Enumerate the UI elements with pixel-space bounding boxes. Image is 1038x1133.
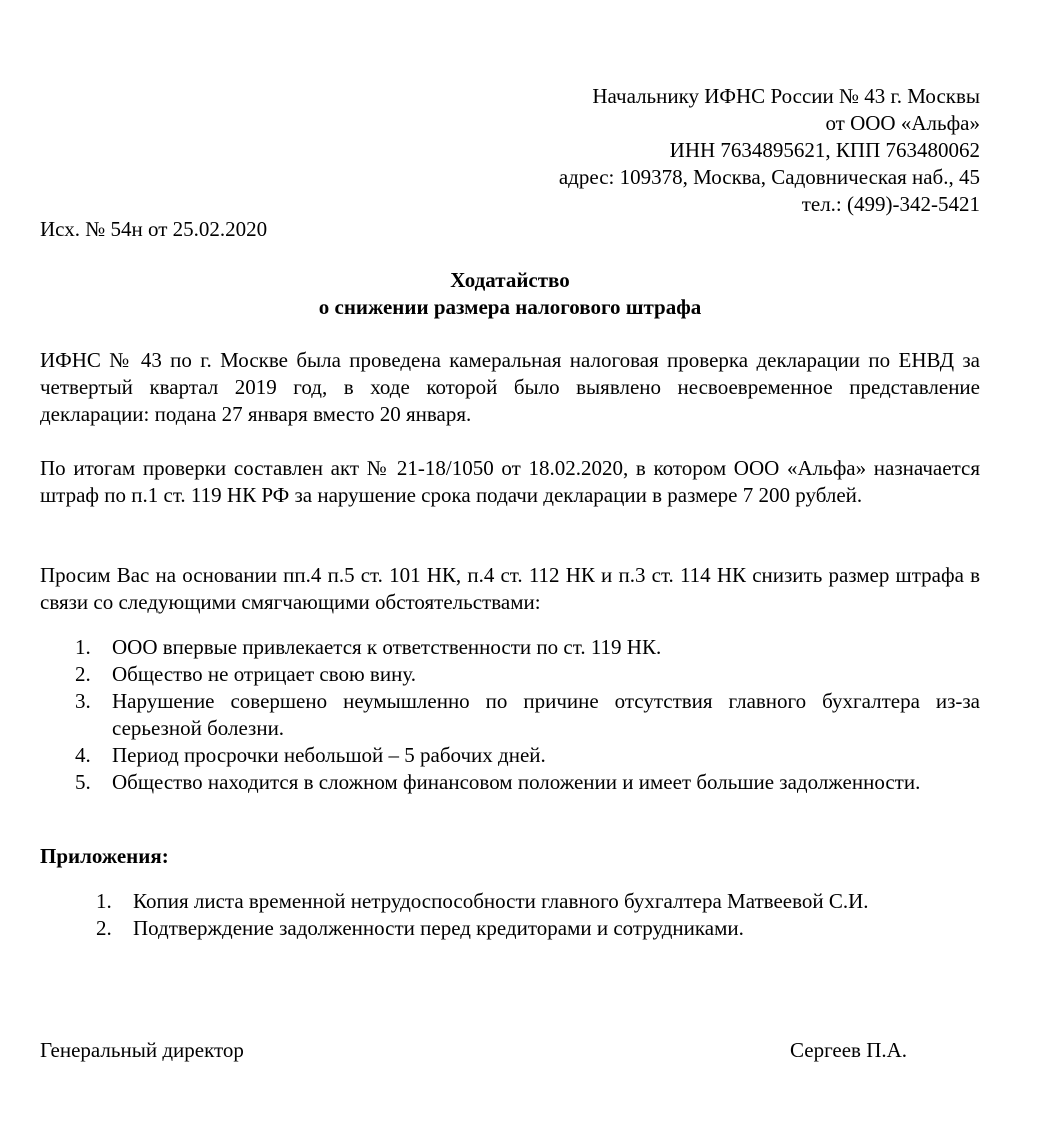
list-item-text: Общество находится в сложном финансовом положении и имеет большие задолженности.	[112, 770, 921, 794]
list-number: 2.	[75, 662, 91, 686]
list-item	[75, 742, 980, 769]
list-number: 2.	[96, 916, 112, 940]
list-number: 3.	[75, 689, 91, 713]
outgoing-reference: Исх. № 54н от 25.02.2020	[40, 217, 268, 241]
addressee-phone: тел.: (499)-342-5421	[801, 192, 980, 216]
list-item	[96, 915, 980, 942]
signer-name: Сергеев П.А.	[790, 1038, 908, 1062]
list-item	[75, 661, 980, 688]
list-item-text: Подтверждение задолженности перед кредиторами и сотрудниками.	[133, 916, 744, 940]
paragraph-inspection: ИФНС № 43 по г. Москве была проведена камеральная налоговая проверка декларации по ЕНВД за четвертый квартал 2019 год, в ходе которой было выявлено несвоевременное представление декларации: подана 27 января вместо 20 января.	[40, 348, 980, 426]
title-line-2: о снижении размера налогового штрафа	[318, 295, 702, 319]
mitigating-circumstances-list	[75, 634, 980, 796]
document-title	[40, 267, 980, 321]
list-item	[75, 769, 980, 796]
list-number: 5.	[75, 770, 91, 794]
list-item	[96, 888, 980, 915]
list-item	[75, 688, 980, 742]
addressee-sender: от ООО «Альфа»	[825, 111, 980, 135]
signer-position: Генеральный директор	[40, 1038, 244, 1062]
list-item-text: Период просрочки небольшой – 5 рабочих дней.	[112, 743, 546, 767]
list-number: 4.	[75, 743, 91, 767]
paragraph-request: Просим Вас на основании пп.4 п.5 ст. 101 НК, п.4 ст. 112 НК и п.3 ст. 114 НК снизить размер штрафа в связи со следующими смягчающими обстоятельствами:	[40, 563, 980, 614]
title-line-1: Ходатайство	[450, 268, 570, 292]
addressee-block	[40, 83, 980, 218]
list-item-text: Общество не отрицает свою вину.	[112, 662, 416, 686]
list-item	[75, 634, 980, 661]
addressee-inn-kpp: ИНН 7634895621, КПП 763480062	[669, 138, 980, 162]
list-item-text: ООО впервые привлекается к ответственности по ст. 119 НК.	[112, 635, 662, 659]
list-item-text: Копия листа временной нетрудоспособности главного бухгалтера Матвеевой С.И.	[133, 889, 869, 913]
addressee-recipient: Начальнику ИФНС России № 43 г. Москвы	[592, 84, 980, 108]
list-number: 1.	[75, 635, 91, 659]
attachments-list	[96, 888, 980, 942]
addressee-address: адрес: 109378, Москва, Садовническая наб., 45	[558, 165, 980, 189]
paragraph-act: По итогам проверки составлен акт № 21-18/1050 от 18.02.2020, в котором ООО «Альфа» назначается штраф по п.1 ст. 119 НК РФ за нарушение срока подачи декларации в размере 7 200 рублей.	[40, 456, 980, 507]
attachments-heading: Приложения:	[40, 844, 169, 868]
list-number: 1.	[96, 889, 112, 913]
list-item-text: Нарушение совершено неумышленно по причине отсутствия главного бухгалтера из-за серьезной болезни.	[112, 689, 980, 740]
